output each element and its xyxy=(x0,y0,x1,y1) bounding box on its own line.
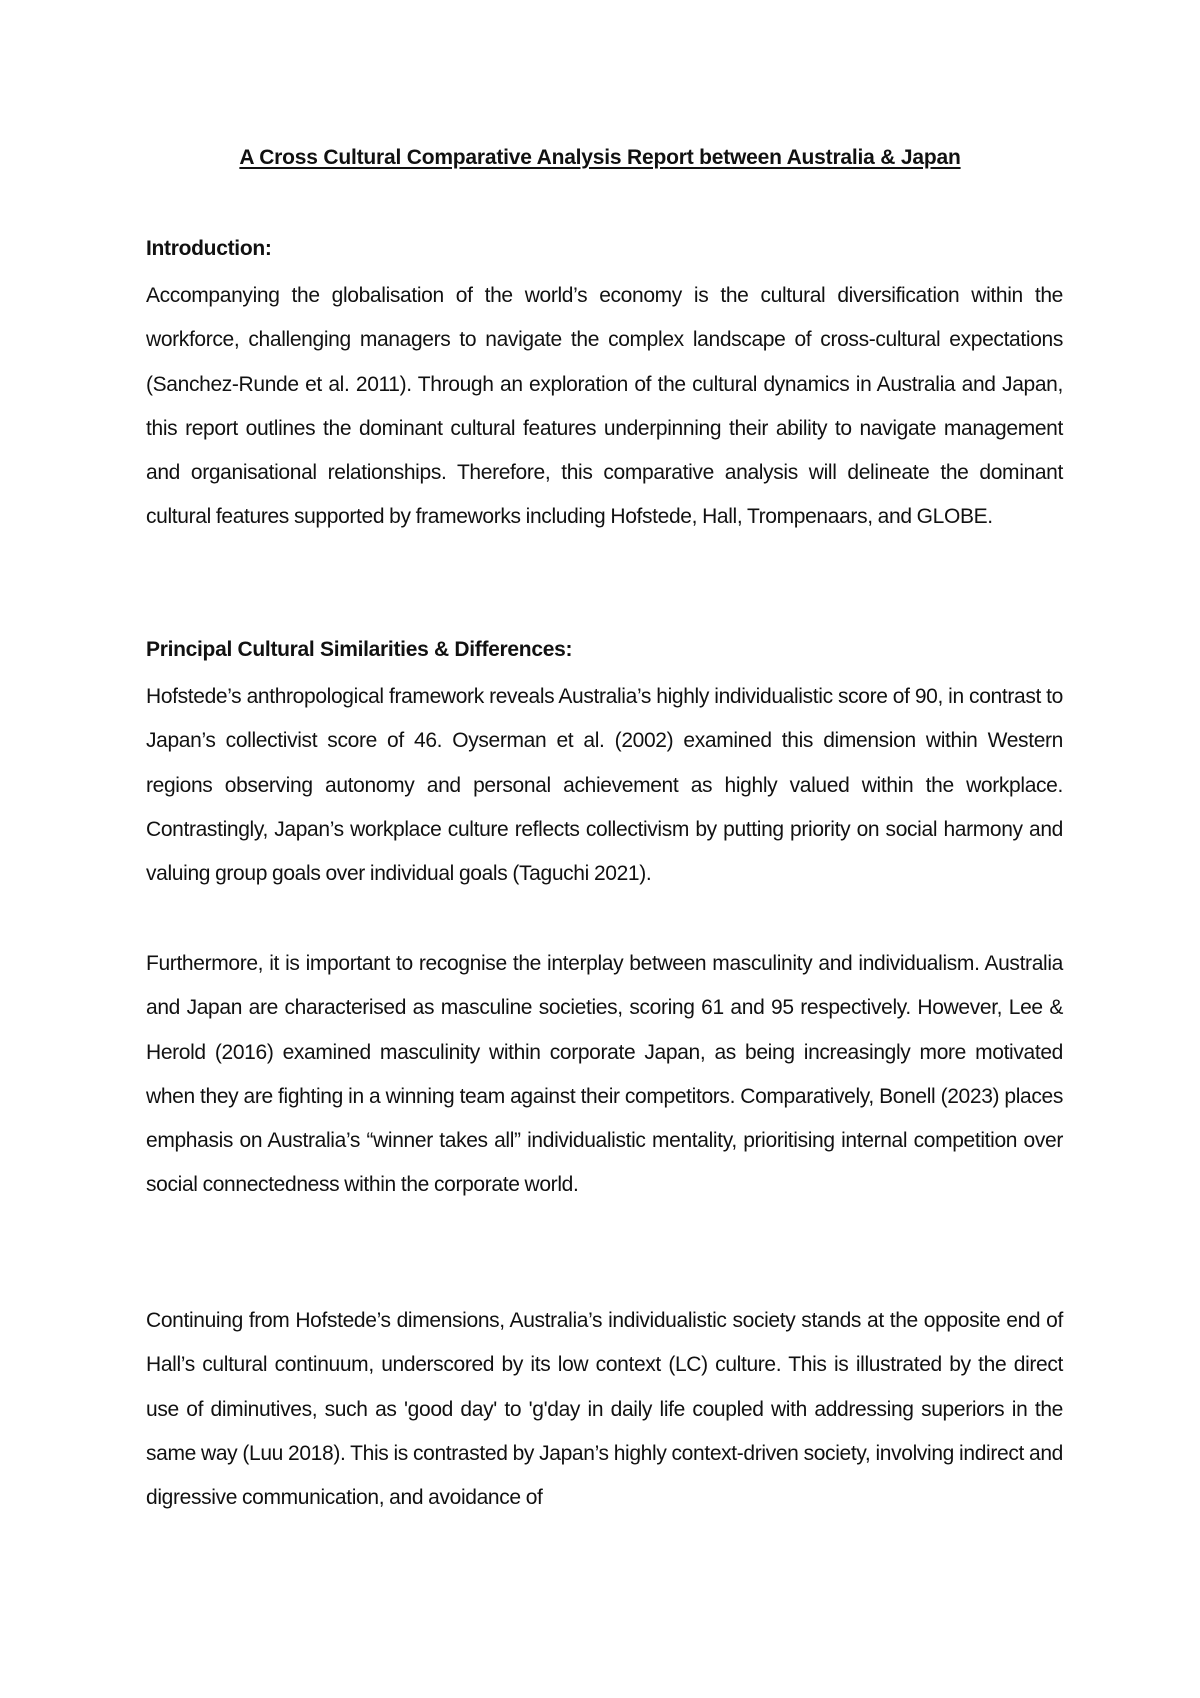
document-title: A Cross Cultural Comparative Analysis Report between Australia & Japan xyxy=(239,146,961,169)
paragraph-masculinity: Furthermore, it is important to recognise the interplay between masculinity and individualism. Australia and Japan are characterised as masculine societies, scoring 61 and 95 respectively. However, Lee & Herold (2016) examined masculinity within corporate Japan, as being increasingly more motivated when they are fighting in a winning team against their competitors. Comparatively, Bonell (2023) places emphasis on Australia’s “winner takes all” individualistic mentality, prioritising internal competition over social connectedness within the corporate world. xyxy=(146,952,1063,1197)
paragraph-introduction: Accompanying the globalisation of the world’s economy is the cultural diversification within the workforce, challenging managers to navigate the complex landscape of cross-cultural expectations (Sanchez-Runde et al. 2011). Through an exploration of the cultural dynamics in Australia and Japan, this report outlines the dominant cultural features underpinning their ability to navigate management and organisational relationships. Therefore, this comparative analysis will delineate the dominant cultural features supported by frameworks including Hofstede, Hall, Trompenaars, and GLOBE. xyxy=(146,284,1063,529)
paragraph-hall-context: Continuing from Hofstede’s dimensions, Australia’s individualistic society stands at the opposite end of Hall’s cultural continuum, underscored by its low context (LC) culture. This is illustrated by the direct use of diminutives, such as 'good day' to 'g'day in daily life coupled with addressing superiors in the same way (Luu 2018). This is contrasted by Japan’s highly context-driven society, involving indirect and digressive communication, and avoidance of xyxy=(146,1309,1063,1510)
section-heading-principal-similarities: Principal Cultural Similarities & Differences: xyxy=(146,638,573,661)
paragraph-individualism: Hofstede’s anthropological framework reveals Australia’s highly individualistic score of 90, in contrast to Japan’s collectivist score of 46. Oyserman et al. (2002) examined this dimension within Western regions observing autonomy and personal achievement as highly valued within the workplace. Contrastingly, Japan’s workplace culture reflects collectivism by putting priority on social harmony and valuing group goals over individual goals (Taguchi 2021). xyxy=(146,685,1063,886)
section-heading-introduction: Introduction: xyxy=(146,237,272,260)
